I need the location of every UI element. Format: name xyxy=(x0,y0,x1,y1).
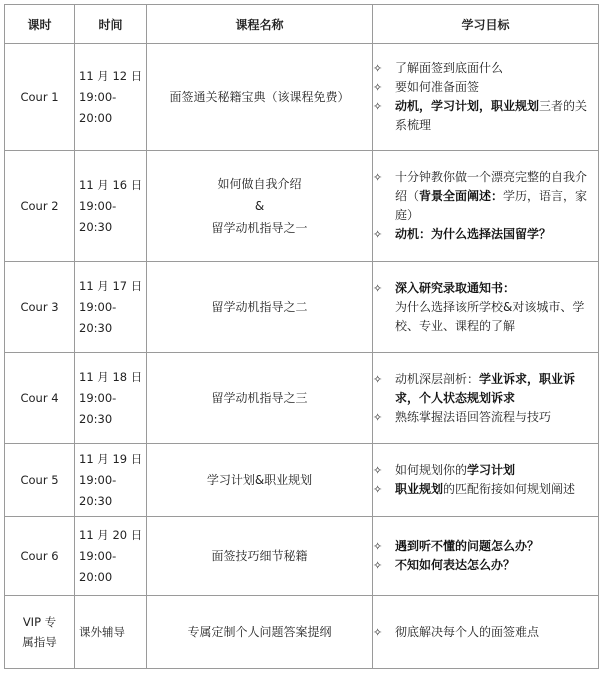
goal-cell xyxy=(373,517,599,596)
header-row xyxy=(5,5,599,44)
session-label: Cour 1 xyxy=(20,90,59,104)
goal-text-bold: 深入研究录取通知书： xyxy=(395,280,516,295)
goal-text-bold: 动机，学习计划，职业规划 xyxy=(395,99,540,113)
goal-item xyxy=(373,78,598,97)
goal-item xyxy=(373,461,598,480)
goal-item xyxy=(373,97,598,135)
session-hours: 19:00-20:30 xyxy=(79,472,117,508)
table-row xyxy=(5,353,599,444)
session-date: 课外辅导 xyxy=(79,624,125,639)
session-cell xyxy=(5,151,75,262)
sparkle-bullet-icon: ✧ xyxy=(373,559,383,572)
session-label: Cour 5 xyxy=(20,473,59,487)
goal-text: 学历，语言，家庭） xyxy=(395,189,588,222)
goal-item xyxy=(373,59,598,78)
goal-item xyxy=(373,480,598,499)
goal-cell xyxy=(373,353,599,444)
time-cell xyxy=(75,44,147,151)
course-cell xyxy=(147,517,373,596)
session-hours: 19:00-20:00 xyxy=(79,89,117,125)
session-date: 11 月 12 日 xyxy=(79,68,143,83)
header-session: 课时 xyxy=(5,5,75,44)
sparkle-bullet-icon: ✧ xyxy=(373,625,383,639)
session-label: Cour 2 xyxy=(20,199,59,213)
sparkle-bullet-icon: ✧ xyxy=(373,100,383,113)
goal-item xyxy=(373,623,598,642)
course-cell xyxy=(147,151,373,262)
goal-item xyxy=(373,408,598,427)
course-cell xyxy=(147,596,373,669)
session-label: Cour 3 xyxy=(20,300,59,314)
course-schedule-table xyxy=(4,4,599,669)
course-title-line: 留学动机指导之二 xyxy=(211,300,308,314)
course-cell xyxy=(147,444,373,517)
goal-text-bold: 动机：为什么选择法国留学？ xyxy=(395,227,552,241)
goal-text: 要如何准备面签 xyxy=(395,80,480,94)
sparkle-bullet-icon: ✧ xyxy=(373,81,383,94)
time-cell xyxy=(75,353,147,444)
course-cell xyxy=(147,44,373,151)
goal-text-bold: 学习计划 xyxy=(467,463,516,477)
goal-cell xyxy=(373,596,599,669)
sparkle-bullet-icon: ✧ xyxy=(373,372,383,386)
goal-text: 熟练掌握法语回答流程与技巧 xyxy=(395,409,552,424)
goal-text: 三者的关系梳理 xyxy=(395,99,588,132)
session-cell xyxy=(5,262,75,353)
goal-text: 如何规划你的 xyxy=(395,463,468,477)
goal-item xyxy=(373,298,598,336)
time-cell xyxy=(75,151,147,262)
session-date: 11 月 20 日 xyxy=(79,527,143,542)
session-cell xyxy=(5,44,75,151)
course-title-line: 面签技巧细节秘籍 xyxy=(211,549,308,563)
table-row xyxy=(5,44,599,151)
goal-text: 了解面签到底面什么 xyxy=(395,61,504,75)
goal-text: 动机深层剖析： xyxy=(395,371,480,386)
goal-item xyxy=(373,370,598,408)
time-cell xyxy=(75,596,147,669)
goal-text-bold: 背景全面阐述： xyxy=(419,189,504,203)
table-row xyxy=(5,262,599,353)
sparkle-bullet-icon: ✧ xyxy=(373,464,383,477)
table-row xyxy=(5,517,599,596)
course-title-line: 如何做自我介绍 xyxy=(217,177,302,191)
session-cell xyxy=(5,517,75,596)
goal-text: 为什么选择该所学校&对该城市、学校、专业、课程的了解 xyxy=(395,299,585,333)
goal-item xyxy=(373,537,598,556)
goal-text: 十分钟教你做一个漂亮完整的自我介绍（ xyxy=(395,170,588,203)
header-goal: 学习目标 xyxy=(373,5,599,44)
course-title-line: 专属定制个人问题答案提纲 xyxy=(187,625,332,639)
session-label: Cour 6 xyxy=(20,549,59,563)
goal-text-bold: 不知如何表达怎么办？ xyxy=(395,558,516,572)
table-row xyxy=(5,596,599,669)
goal-cell xyxy=(373,444,599,517)
table-row xyxy=(5,444,599,517)
session-label: Cour 4 xyxy=(20,391,59,405)
header-course: 课程名称 xyxy=(147,5,373,44)
goal-text-bold: 学业诉求，职业诉求，个人状态规划诉求 xyxy=(395,371,576,405)
sparkle-bullet-icon: ✧ xyxy=(373,62,383,75)
sparkle-bullet-icon: ✧ xyxy=(373,410,383,424)
goal-cell xyxy=(373,151,599,262)
goal-item xyxy=(373,556,598,575)
course-cell xyxy=(147,262,373,353)
time-cell xyxy=(75,262,147,353)
session-hours: 19:00-20:00 xyxy=(79,548,117,584)
sparkle-bullet-icon: ✧ xyxy=(373,483,383,496)
goal-text-bold: 职业规划 xyxy=(395,482,444,496)
session-cell xyxy=(5,596,75,669)
table-row xyxy=(5,151,599,262)
course-title-line: 留学动机指导之三 xyxy=(211,391,308,405)
session-date: 11 月 18 日 xyxy=(79,369,143,384)
session-date: 11 月 17 日 xyxy=(79,278,143,293)
course-title-line: 面签通关秘籍宝典（该课程免费） xyxy=(169,90,350,104)
goal-text-bold: 遇到听不懂的问题怎么办？ xyxy=(395,539,540,553)
sparkle-bullet-icon: ✧ xyxy=(373,171,383,184)
session-hours: 19:00-20:30 xyxy=(79,390,117,426)
goal-cell xyxy=(373,262,599,353)
course-title-line: 学习计划&职业规划 xyxy=(206,473,313,487)
goal-item xyxy=(373,168,598,225)
course-title-line: 留学动机指导之一 xyxy=(211,221,308,235)
sparkle-bullet-icon: ✧ xyxy=(373,281,383,295)
session-cell xyxy=(5,444,75,517)
session-date: 11 月 16 日 xyxy=(79,177,143,192)
goal-item xyxy=(373,225,598,244)
session-cell xyxy=(5,353,75,444)
course-cell xyxy=(147,353,373,444)
header-time: 时间 xyxy=(75,5,147,44)
time-cell xyxy=(75,444,147,517)
course-title-line: & xyxy=(254,199,265,213)
session-hours: 19:00-20:30 xyxy=(79,198,117,234)
goal-cell xyxy=(373,44,599,151)
sparkle-bullet-icon: ✧ xyxy=(373,540,383,553)
session-date: 11 月 19 日 xyxy=(79,451,143,466)
time-cell xyxy=(75,517,147,596)
session-hours: 19:00-20:30 xyxy=(79,299,117,335)
goal-text: 彻底解决每个人的面签难点 xyxy=(395,624,540,639)
goal-text: 的匹配衔接如何规划阐述 xyxy=(443,482,576,496)
goal-item xyxy=(373,279,598,298)
session-label: VIP 专属指导 xyxy=(22,615,57,649)
sparkle-bullet-icon: ✧ xyxy=(373,228,383,241)
